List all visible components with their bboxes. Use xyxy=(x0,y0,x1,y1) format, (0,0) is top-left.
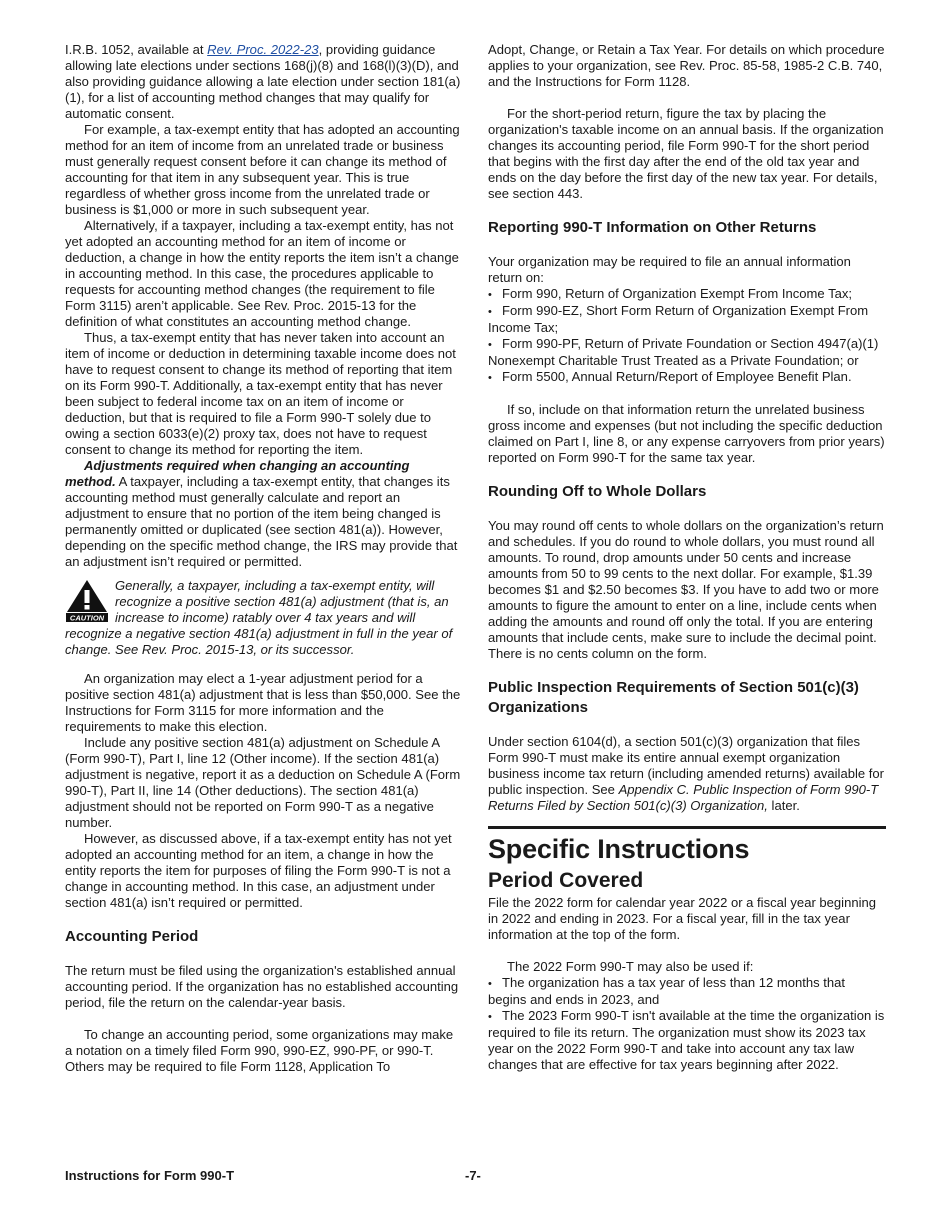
list-item: • Form 990-PF, Return of Private Foundation or Section 4947(a)(1) Nonexempt Charitable Trust Treated as a Private Foundation; or xyxy=(488,336,879,368)
paragraph: Adjustments required when changing an accounting method. A taxpayer, including a tax-exempt entity, that changes its accounting method must generally calculate and report an adjustment to ensure that no portion of the item being changed is permanently omitted or duplicated (see section 481(a)). However, depending on the specific method change, the IRS may provide that an adjustment isn’t required or permitted. xyxy=(65,458,458,569)
paragraph: For example, a tax-exempt entity that has adopted an accounting method for an item of income from an unrelated trade or business must generally request consent before it can change its method of accounting for that item in any subsequent year. This is true regardless of whether gross income from the unrelated trade or business is $1,000 or more in such subsequent year. xyxy=(65,122,460,217)
paragraph: Thus, a tax-exempt entity that has never taken into account an item of income or deduction in determining taxable income does not have to request consent to change its method of reporting that item on its Form 990-T. Additionally, a tax-exempt entity that has never been subject to federal income tax on an item of income or deduction, but that is required to file a Form 990-T solely due to owing a section 6033(e)(2) proxy tax, does not have to request consent to change its method for reporting the item. xyxy=(65,330,456,457)
paragraph: File the 2022 form for calendar year 2022 or a fiscal year beginning in 2022 and ending in 2023. For a fiscal year, fill in the tax year information at the top of the form. xyxy=(488,895,877,942)
section-heading-reporting: Reporting 990-T Information on Other Returns xyxy=(488,219,817,236)
caution-note xyxy=(65,578,462,658)
left-column xyxy=(65,42,462,1075)
rev-proc-2022-23-link[interactable]: Rev. Proc. 2022-23 xyxy=(207,42,319,57)
caution-icon xyxy=(65,578,109,622)
page-title-specific-instructions: Specific Instructions xyxy=(488,834,750,864)
bullet-list xyxy=(488,975,886,1073)
list-item: • Form 5500, Annual Return/Report of Employee Benefit Plan. xyxy=(488,369,852,384)
paragraph: An organization may elect a 1-year adjustment period for a positive section 481(a) adjustment that is less than $50,000. See the Instructions for Form 3115 for more information and the requirements to make this election. xyxy=(65,671,461,734)
list-item: • Form 990-EZ, Short Form Return of Organization Exempt From Income Tax; xyxy=(488,303,869,335)
caution-text: Generally, a taxpayer, including a tax-exempt entity, will recognize a positive section 481(a) adjustment (that is, an increase to income) ratably over 4 tax years and will recognize a negative section 481(a) adjustment in full in the year of change. See Rev. Proc. 2015-13, or its successor. xyxy=(65,578,453,657)
section-heading-rounding: Rounding Off to Whole Dollars xyxy=(488,483,707,500)
paragraph: However, as discussed above, if a tax-exempt entity has not yet adopted an accounting method for an item, a change in how the entity reports the item for purposes of filing the Form 990-T is not a change in accounting method. In this case, an adjustment under section 481(a) isn’t required or permitted. xyxy=(65,831,452,910)
right-column xyxy=(488,42,886,1073)
paragraph: Under section 6104(d), a section 501(c)(3) organization that files Form 990-T must make its entire annual exempt organization business income tax return (including amended returns) available for public inspection. See Appendix C. Public Inspection of Form 990-T Returns Filed by Section 501(c)(3) Organization, later. xyxy=(488,734,884,813)
bullet-list xyxy=(488,286,886,386)
paragraph: You may round off cents to whole dollars on the organization’s return and schedules. If you do round to whole dollars, you must round all amounts. To round, drop amounts under 50 cents and increase amounts from 50 to 99 cents to the next dollar. For example, $1.39 becomes $1 and $2.50 becomes $3. If you have to add two or more amounts to figure the amount to enter on a line, include cents when adding the amounts and round off only the total. If you are entering amounts that include cents, make sure to include the decimal point. There is no cents column on the form. xyxy=(488,518,884,661)
paragraph: Adopt, Change, or Retain a Tax Year. For details on which procedure applies to your organization, see Rev. Proc. 85-58, 1985-2 C.B. 740, and the Instructions for Form 1128. xyxy=(488,42,885,89)
paragraph: Alternatively, if a taxpayer, including a tax-exempt entity, has not yet adopted an accounting method for an item of income or deduction, a change in how the entity reports the item isn’t a change in accounting method. In this case, the procedures applicable to requests for accounting method changes (the requirement to file Form 3115) aren’t applicable. See Rev. Proc. 2015-13 for the definition of what constitutes an accounting method change. xyxy=(65,218,459,329)
paragraph: The 2022 Form 990-T may also be used if: xyxy=(507,959,754,974)
paragraph: For the short-period return, figure the tax by placing the organization's taxable income on an annual basis. If the organization changes its accounting period, file Form 990-T for the short period that begins with the first day after the end of the old tax year and ends on the day before the first day of the new tax year. For details, see section 443. xyxy=(488,106,884,201)
section-heading-accounting-period: Accounting Period xyxy=(65,928,199,945)
paragraph: If so, include on that information return the unrelated business gross income and expenses (but not including the specific deduction claimed on Part I, line 8, or any expense carryovers from prior years) reported on Form 990-T for the same tax year. xyxy=(488,402,885,465)
run-in-heading: Adjustments required when changing an accounting method. xyxy=(65,458,410,489)
paragraph: Your organization may be required to file an annual information return on: xyxy=(488,254,851,285)
footer-form-name: Instructions for Form 990-T xyxy=(65,1168,235,1183)
paragraph: To change an accounting period, some organizations may make a notation on a timely filed Form 990, 990-EZ, 990-PF, or 990-T. Others may be required to file Form 1128, Application To xyxy=(65,1027,454,1074)
caution-label: CAUTION xyxy=(69,613,105,622)
page-number: -7- xyxy=(465,1168,481,1183)
list-item: • The 2023 Form 990-T isn't available at the time the organization is required to file its return. The organization must show its 2023 tax year on the 2022 Form 990-T and take into account any tax law changes that are effective for tax years beginning after 2022. xyxy=(488,1008,885,1072)
list-item: • Form 990, Return of Organization Exempt From Income Tax; xyxy=(488,286,852,301)
paragraph: I.R.B. 1052, available at Rev. Proc. 2022-23, providing guidance allowing late elections under sections 168(j)(8) and 168(l)(3)(D), and also providing guidance allowing a late election under section 181(a)(1), for a list of accounting method changes that may qualify for automatic consent. xyxy=(65,42,461,121)
heading-period-covered: Period Covered xyxy=(488,869,644,892)
paragraph: Include any positive section 481(a) adjustment on Schedule A (Form 990-T), Part I, line 12 (Other income). If the section 481(a) adjustment is negative, report it as a deduction on Schedule A (Form 990-T), Part II, line 14 (Other deductions). The section 481(a) adjustment should not be reported on Form 990-T as a negative number. xyxy=(65,735,461,830)
list-item: • The organization has a tax year of less than 12 months that begins and ends in 2023, and xyxy=(488,975,846,1007)
paragraph: The return must be filed using the organization's established annual accounting period. If the organization has no established accounting period, file the return on the calendar-year basis. xyxy=(65,963,459,1010)
section-heading-public-inspection: Public Inspection Requirements of Section 501(c)(3) Organizations xyxy=(488,679,859,716)
